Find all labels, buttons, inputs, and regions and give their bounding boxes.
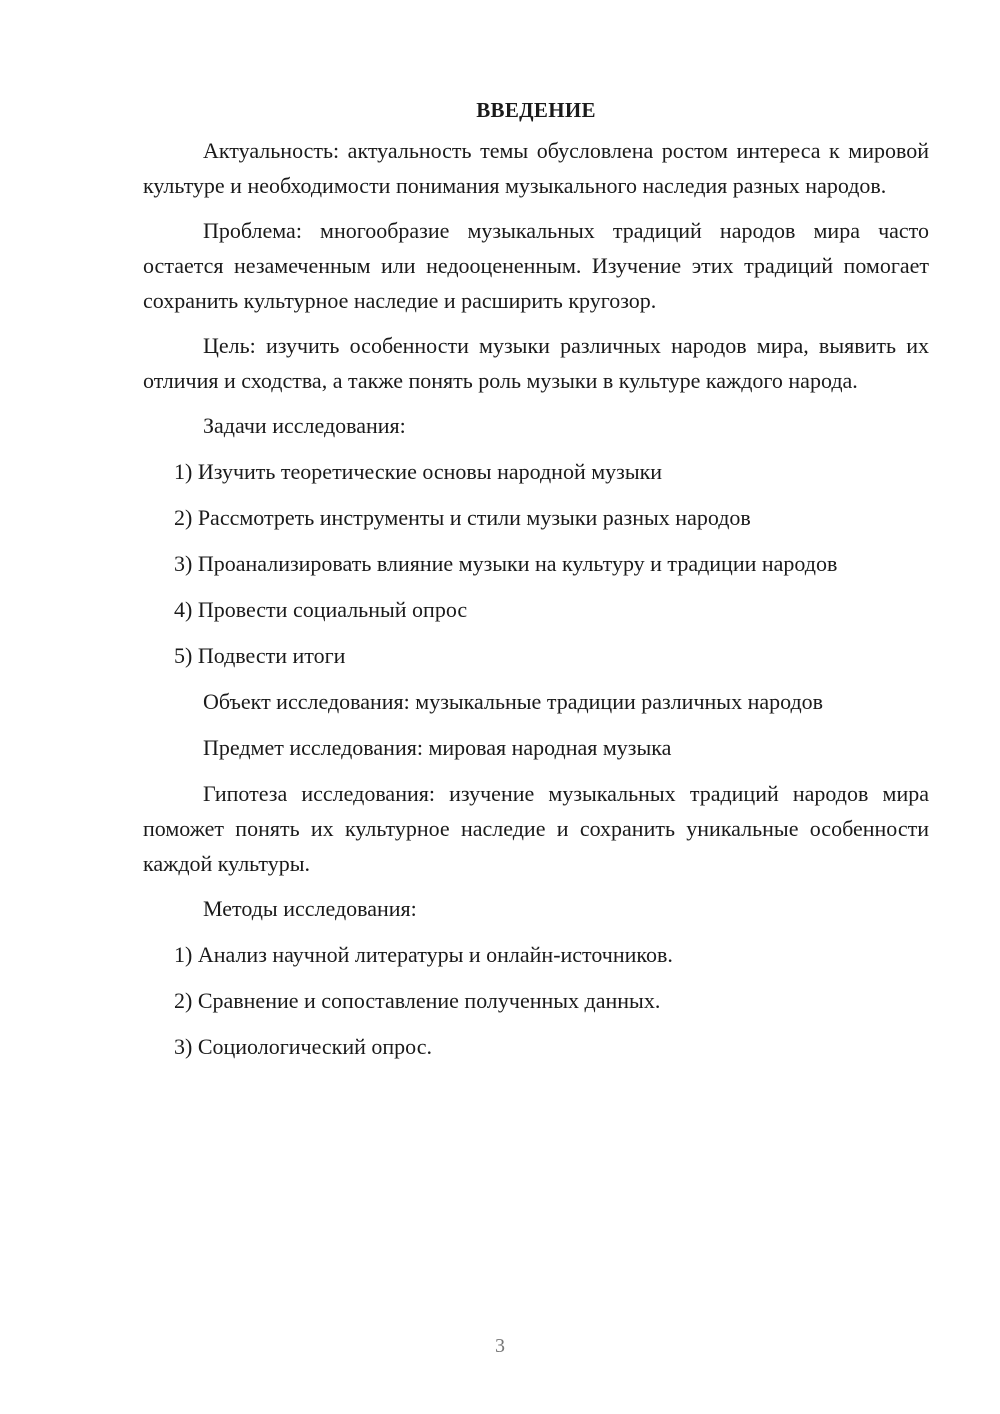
task-item-5: 5) Подвести итоги <box>174 643 346 668</box>
method-item-3: 3) Социологический опрос. <box>174 1034 432 1059</box>
tasks-heading: Задачи исследования: <box>203 413 406 438</box>
research-object: Объект исследования: музыкальные традиции различных народов <box>203 689 824 714</box>
task-item-4: 4) Провести социальный опрос <box>174 597 468 622</box>
method-item-1: 1) Анализ научной литературы и онлайн-источников. <box>174 942 673 967</box>
page-number: 3 <box>495 1335 505 1357</box>
methods-heading: Методы исследования: <box>203 896 417 921</box>
task-item-1: 1) Изучить теоретические основы народной музыки <box>174 459 663 484</box>
paragraph-goal: Цель: изучить особенности музыки различных народов мира, выявить их отличия и сходства, а также понять роль музыки в культуре каждого народа. <box>143 333 929 393</box>
method-item-2: 2) Сравнение и сопоставление полученных данных. <box>174 988 661 1013</box>
document-page <box>143 95 929 1075</box>
paragraph-problem: Проблема: многообразие музыкальных традиций народов мира часто остается незамеченным или недооцененным. Изучение этих традиций помогает сохранить культурное наследие и расширить кругозор. <box>143 218 929 313</box>
research-hypothesis: Гипотеза исследования: изучение музыкальных традиций народов мира поможет понять их культурное наследие и сохранить уникальные особенности каждой культуры. <box>143 781 929 876</box>
section-title: ВВЕДЕНИЕ <box>476 98 596 122</box>
research-subject: Предмет исследования: мировая народная музыка <box>203 735 672 760</box>
paragraph-relevance: Актуальность: актуальность темы обусловлена ростом интереса к мировой культуре и необходимости понимания музыкального наследия разных народов. <box>143 138 929 198</box>
task-item-2: 2) Рассмотреть инструменты и стили музыки разных народов <box>174 505 751 530</box>
task-item-3: 3) Проанализировать влияние музыки на культуру и традиции народов <box>174 551 838 576</box>
